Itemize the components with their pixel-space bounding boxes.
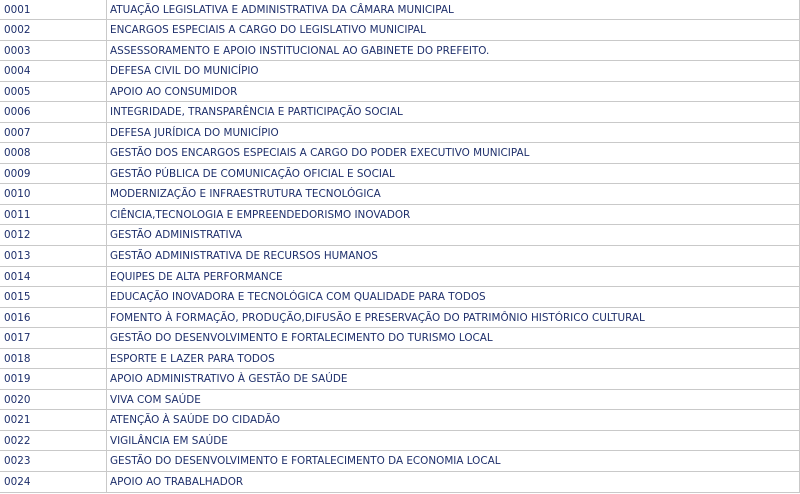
- program-description: VIGILÂNCIA EM SAÚDE: [107, 431, 800, 451]
- program-description: GESTÃO PÚBLICA DE COMUNICAÇÃO OFICIAL E SOCIAL: [107, 164, 800, 184]
- table-row: [0, 41, 800, 62]
- table-row: [0, 349, 800, 370]
- program-code: 0015: [0, 287, 107, 307]
- program-code: 0021: [0, 410, 107, 430]
- program-description: ENCARGOS ESPECIAIS A CARGO DO LEGISLATIVO MUNICIPAL: [107, 20, 800, 40]
- table-row: [0, 205, 800, 226]
- table-row: [0, 164, 800, 185]
- table-row: [0, 308, 800, 329]
- program-description: VIVA COM SAÚDE: [107, 390, 800, 410]
- program-code: 0014: [0, 267, 107, 287]
- table-row: [0, 390, 800, 411]
- program-code: 0004: [0, 61, 107, 81]
- program-description: APOIO AO CONSUMIDOR: [107, 82, 800, 102]
- program-code: 0018: [0, 349, 107, 369]
- table-row: [0, 20, 800, 41]
- program-code: 0012: [0, 225, 107, 245]
- table-row: [0, 472, 800, 493]
- program-description: APOIO AO TRABALHADOR: [107, 472, 800, 492]
- program-description: EQUIPES DE ALTA PERFORMANCE: [107, 267, 800, 287]
- program-code: 0011: [0, 205, 107, 225]
- table-row: [0, 102, 800, 123]
- program-description: DEFESA CIVIL DO MUNICÍPIO: [107, 61, 800, 81]
- program-code: 0013: [0, 246, 107, 266]
- program-code: 0022: [0, 431, 107, 451]
- program-code: 0024: [0, 472, 107, 492]
- program-code: 0009: [0, 164, 107, 184]
- table-row: [0, 246, 800, 267]
- table-row: [0, 143, 800, 164]
- program-description: ATUAÇÃO LEGISLATIVA E ADMINISTRATIVA DA CÂMARA MUNICIPAL: [107, 0, 800, 19]
- table-row: [0, 0, 800, 20]
- program-code: 0005: [0, 82, 107, 102]
- program-description: GESTÃO DO DESENVOLVIMENTO E FORTALECIMENTO DA ECONOMIA LOCAL: [107, 451, 800, 471]
- table-row: [0, 225, 800, 246]
- table-row: [0, 431, 800, 452]
- program-code: 0002: [0, 20, 107, 40]
- program-description: APOIO ADMINISTRATIVO À GESTÃO DE SAÚDE: [107, 369, 800, 389]
- table-row: [0, 61, 800, 82]
- table-row: [0, 287, 800, 308]
- program-description: FOMENTO À FORMAÇÃO, PRODUÇÃO,DIFUSÃO E PRESERVAÇÃO DO PATRIMÔNIO HISTÓRICO CULTURAL: [107, 308, 800, 328]
- program-description: GESTÃO ADMINISTRATIVA: [107, 225, 800, 245]
- program-code: 0001: [0, 0, 107, 19]
- program-code: 0007: [0, 123, 107, 143]
- program-description: ATENÇÃO À SAÚDE DO CIDADÃO: [107, 410, 800, 430]
- program-code: 0017: [0, 328, 107, 348]
- table-row: [0, 410, 800, 431]
- program-code: 0016: [0, 308, 107, 328]
- program-code: 0008: [0, 143, 107, 163]
- program-description: GESTÃO DO DESENVOLVIMENTO E FORTALECIMENTO DO TURISMO LOCAL: [107, 328, 800, 348]
- program-description: GESTÃO ADMINISTRATIVA DE RECURSOS HUMANOS: [107, 246, 800, 266]
- table-row: [0, 451, 800, 472]
- table-row: [0, 82, 800, 103]
- program-code: 0006: [0, 102, 107, 122]
- program-code: 0003: [0, 41, 107, 61]
- program-code: 0020: [0, 390, 107, 410]
- program-description: MODERNIZAÇÃO E INFRAESTRUTURA TECNOLÓGICA: [107, 184, 800, 204]
- program-description: ASSESSORAMENTO E APOIO INSTITUCIONAL AO GABINETE DO PREFEITO.: [107, 41, 800, 61]
- table-row: [0, 267, 800, 288]
- program-description: CIÊNCIA,TECNOLOGIA E EMPREENDEDORISMO INOVADOR: [107, 205, 800, 225]
- program-description: GESTÃO DOS ENCARGOS ESPECIAIS A CARGO DO PODER EXECUTIVO MUNICIPAL: [107, 143, 800, 163]
- program-code: 0010: [0, 184, 107, 204]
- program-description: INTEGRIDADE, TRANSPARÊNCIA E PARTICIPAÇÃO SOCIAL: [107, 102, 800, 122]
- program-description: DEFESA JURÍDICA DO MUNICÍPIO: [107, 123, 800, 143]
- program-description: EDUCAÇÃO INOVADORA E TECNOLÓGICA COM QUALIDADE PARA TODOS: [107, 287, 800, 307]
- table-row: [0, 328, 800, 349]
- program-description: ESPORTE E LAZER PARA TODOS: [107, 349, 800, 369]
- program-code: 0019: [0, 369, 107, 389]
- program-code: 0023: [0, 451, 107, 471]
- table-row: [0, 123, 800, 144]
- table-row: [0, 184, 800, 205]
- table-row: [0, 369, 800, 390]
